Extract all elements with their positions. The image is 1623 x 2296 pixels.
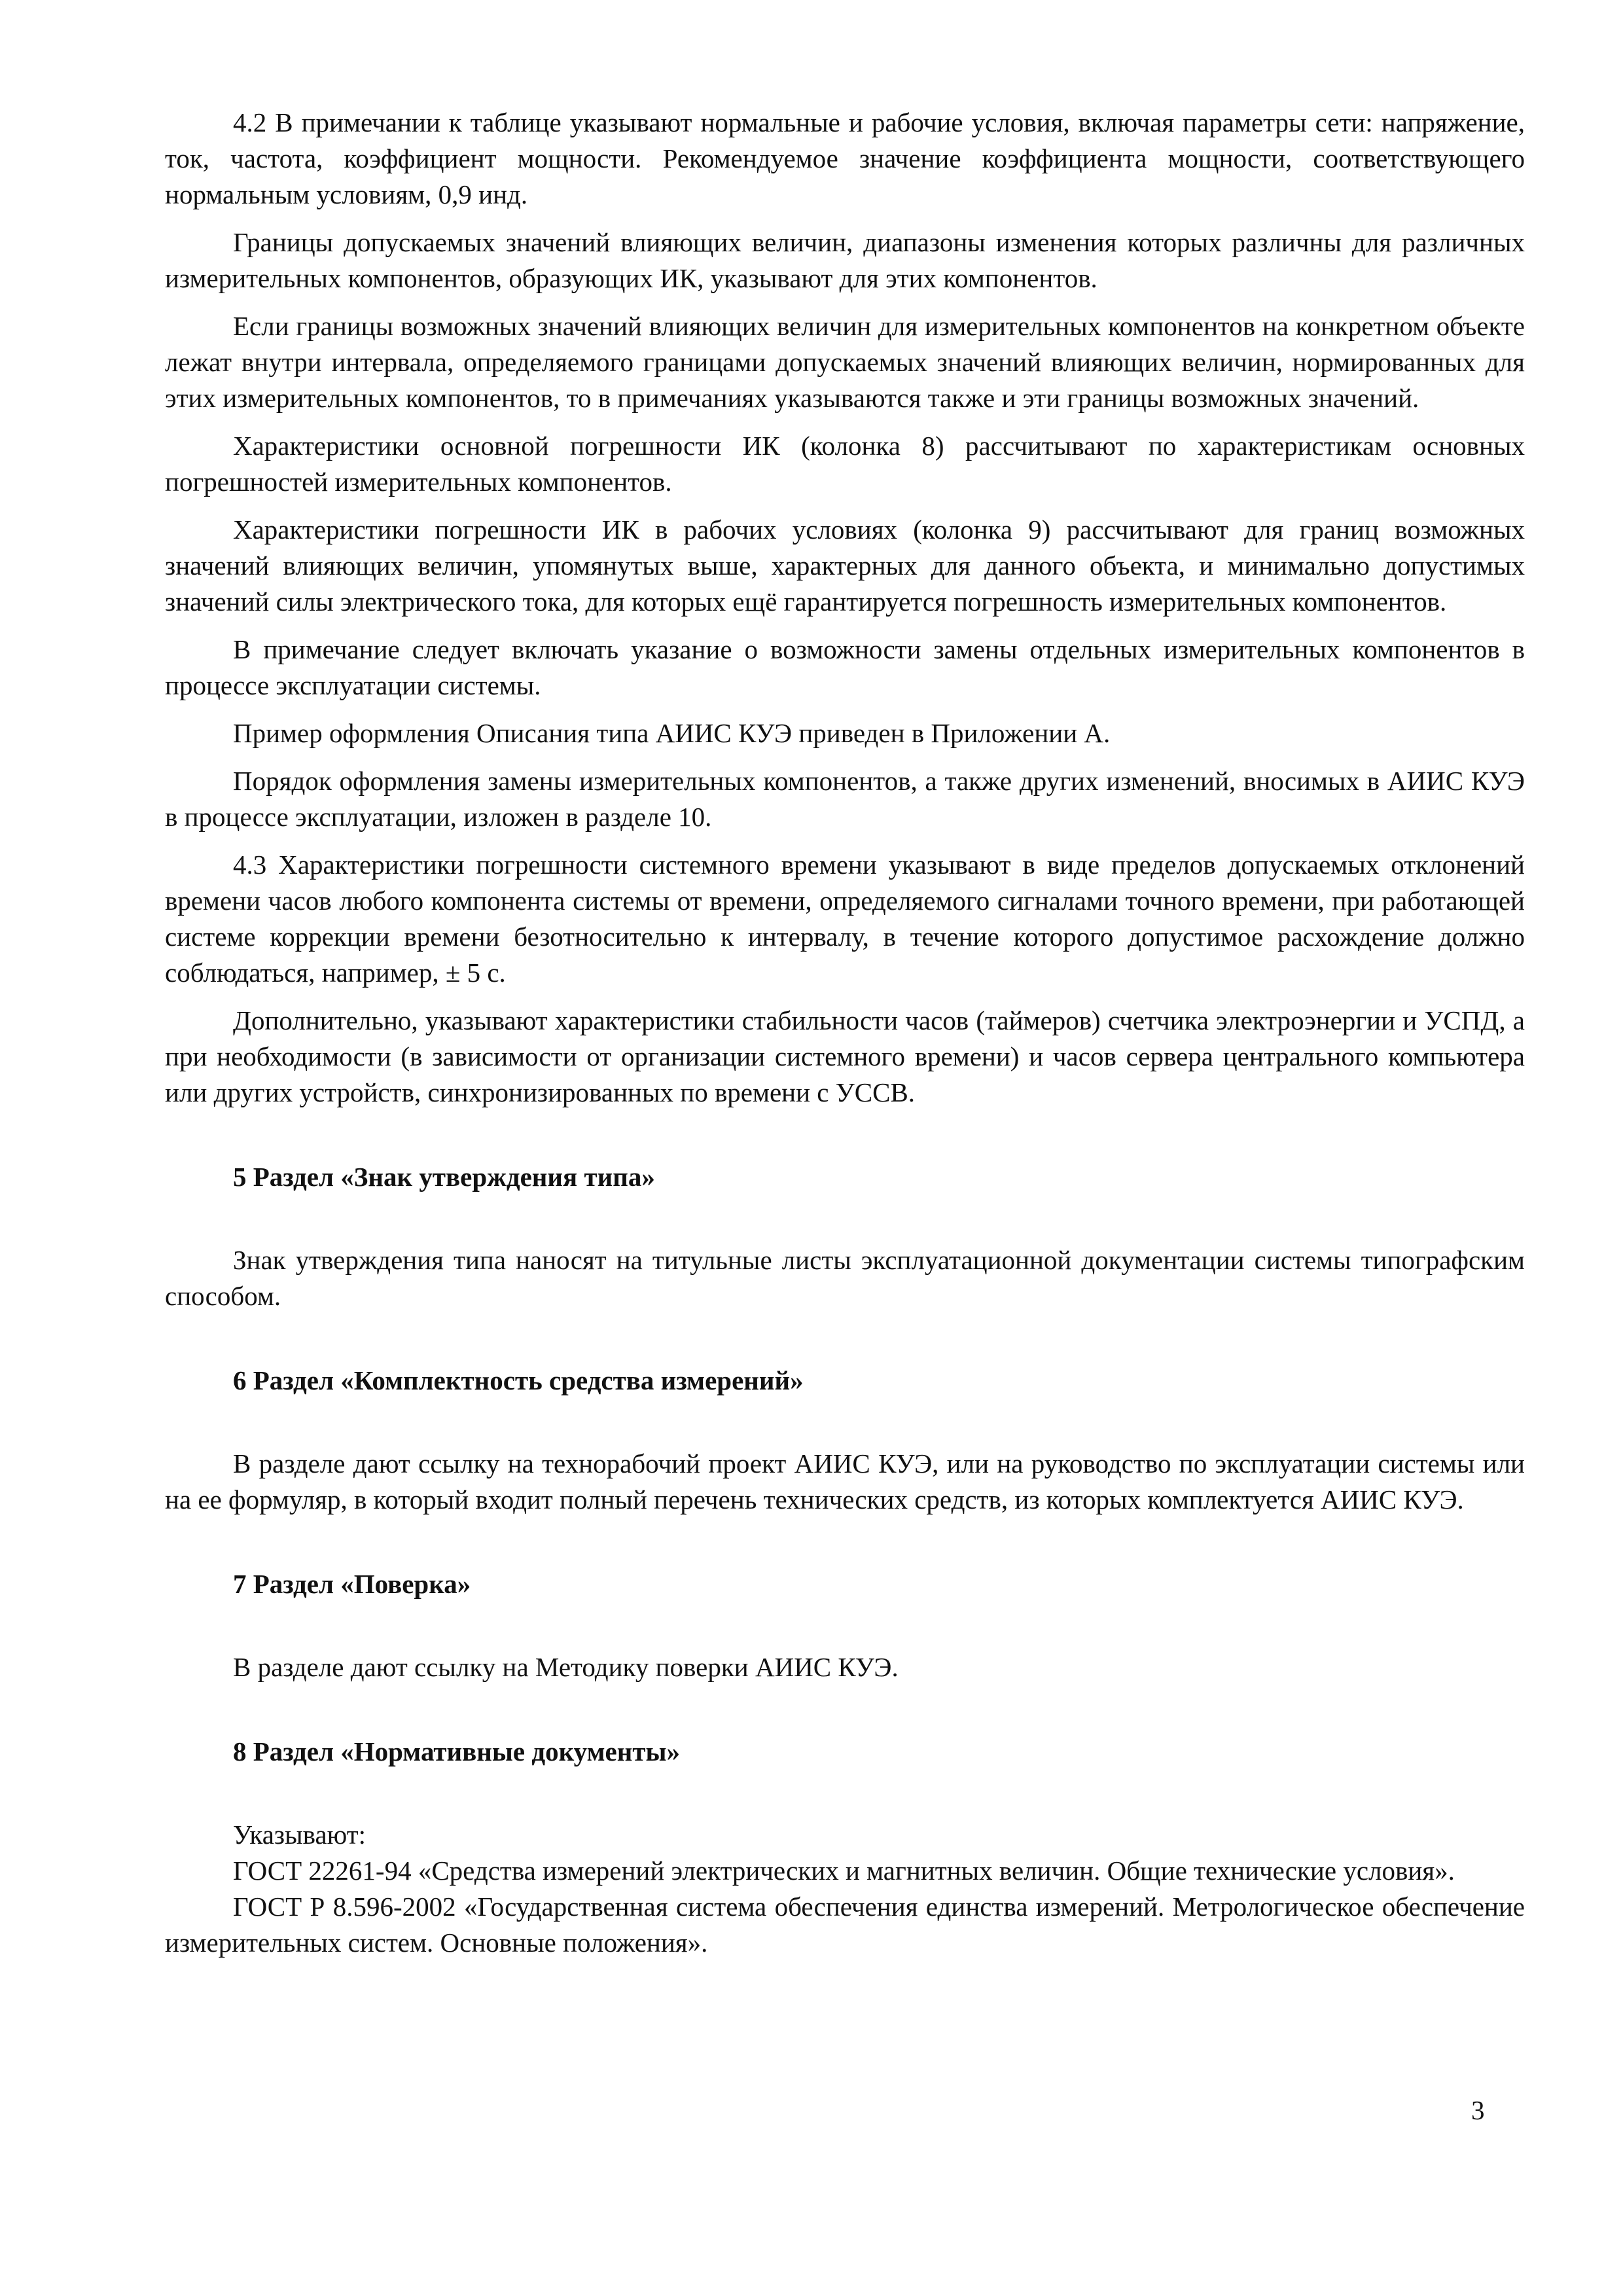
- section-5-text: Знак утверждения типа наносят на титульные листы эксплуатационной документации системы типографским способом.: [165, 1245, 1525, 1311]
- section-7-heading: 7 Раздел «Поверка»: [233, 1569, 471, 1599]
- page-number: 3: [1471, 2095, 1485, 2125]
- paragraph-basic-error: Характеристики основной погрешности ИК (колонка 8) рассчитывают по характеристикам основных погрешностей измерительных компонентов.: [165, 431, 1525, 497]
- section-6-heading: 6 Раздел «Комплектность средства измерений»: [233, 1365, 804, 1395]
- paragraph-possible-limits: Если границы возможных значений влияющих величин для измерительных компонентов на конкретном объекте лежат внутри интервала, определяемого границами допускаемых значений влияющих величин, нормированных для этих измерительных компонентов, то в примечаниях указываются также и эти границы возможных значений.: [165, 311, 1525, 413]
- section-7-text: В разделе дают ссылку на Методику поверки АИИС КУЭ.: [233, 1652, 899, 1682]
- section-8-heading: 8 Раздел «Нормативные документы»: [233, 1736, 681, 1767]
- section-6-text: В разделе дают ссылку на технорабочий проект АИИС КУЭ, или на руководство по эксплуатации системы или на ее формуляр, в который входит полный перечень технических средств, из которых комплектуется АИИС КУЭ.: [165, 1448, 1525, 1515]
- normative-doc-gost-22261: ГОСТ 22261-94 «Средства измерений электрических и магнитных величин. Общие технические условия».: [233, 1856, 1455, 1886]
- paragraph-4-3: 4.3 Характеристики погрешности системного времени указывают в виде пределов допускаемых отклонений времени часов любого компонента системы от времени, определяемого сигналами точного времени, при работающей системе коррекции времени безотносительно к интервалу, в течение которого допустимое расхождение должно соблюдаться, например, ± 5 с.: [165, 850, 1525, 988]
- paragraph-clock-stability: Дополнительно, указывают характеристики стабильности часов (таймеров) счетчика электроэнергии и УСПД, а при необходимости (в зависимости от организации системного времени) и часов сервера центрального компьютера или других устройств, синхронизированных по времени с УССВ.: [165, 1005, 1525, 1107]
- paragraph-component-replacement: В примечание следует включать указание о возможности замены отдельных измерительных компонентов в процессе эксплуатации системы.: [165, 634, 1525, 700]
- paragraph-example-reference: Пример оформления Описания типа АИИС КУЭ приведен в Приложении А.: [233, 718, 1111, 748]
- paragraph-influence-limits: Границы допускаемых значений влияющих величин, диапазоны изменения которых различны для различных измерительных компонентов, образующих ИК, указывают для этих компонентов.: [165, 227, 1525, 293]
- normative-doc-gost-r-8-596: ГОСТ Р 8.596-2002 «Государственная система обеспечения единства измерений. Метрологическое обеспечение измерительных систем. Основные положения».: [165, 1892, 1525, 1958]
- paragraph-working-error: Характеристики погрешности ИК в рабочих условиях (колонка 9) рассчитывают для границ возможных значений влияющих величин, упомянутых выше, характерных для данного объекта, и минимально допустимых значений силы электрического тока, для которых ещё гарантируется погрешность измерительных компонентов.: [165, 514, 1525, 617]
- paragraph-change-order: Порядок оформления замены измерительных компонентов, а также других изменений, вносимых в АИИС КУЭ в процессе эксплуатации, изложен в разделе 10.: [165, 766, 1525, 832]
- page-body: [165, 105, 1525, 1961]
- section-5-heading: 5 Раздел «Знак утверждения типа»: [233, 1162, 655, 1192]
- section-8-intro: Указывают:: [233, 1820, 366, 1850]
- paragraph-4-2: 4.2 В примечании к таблице указывают нормальные и рабочие условия, включая параметры сети: напряжение, ток, частота, коэффициент мощности. Рекомендуемое значение коэффициента мощности, соответствующего нормальным условиям, 0,9 инд.: [165, 107, 1525, 209]
